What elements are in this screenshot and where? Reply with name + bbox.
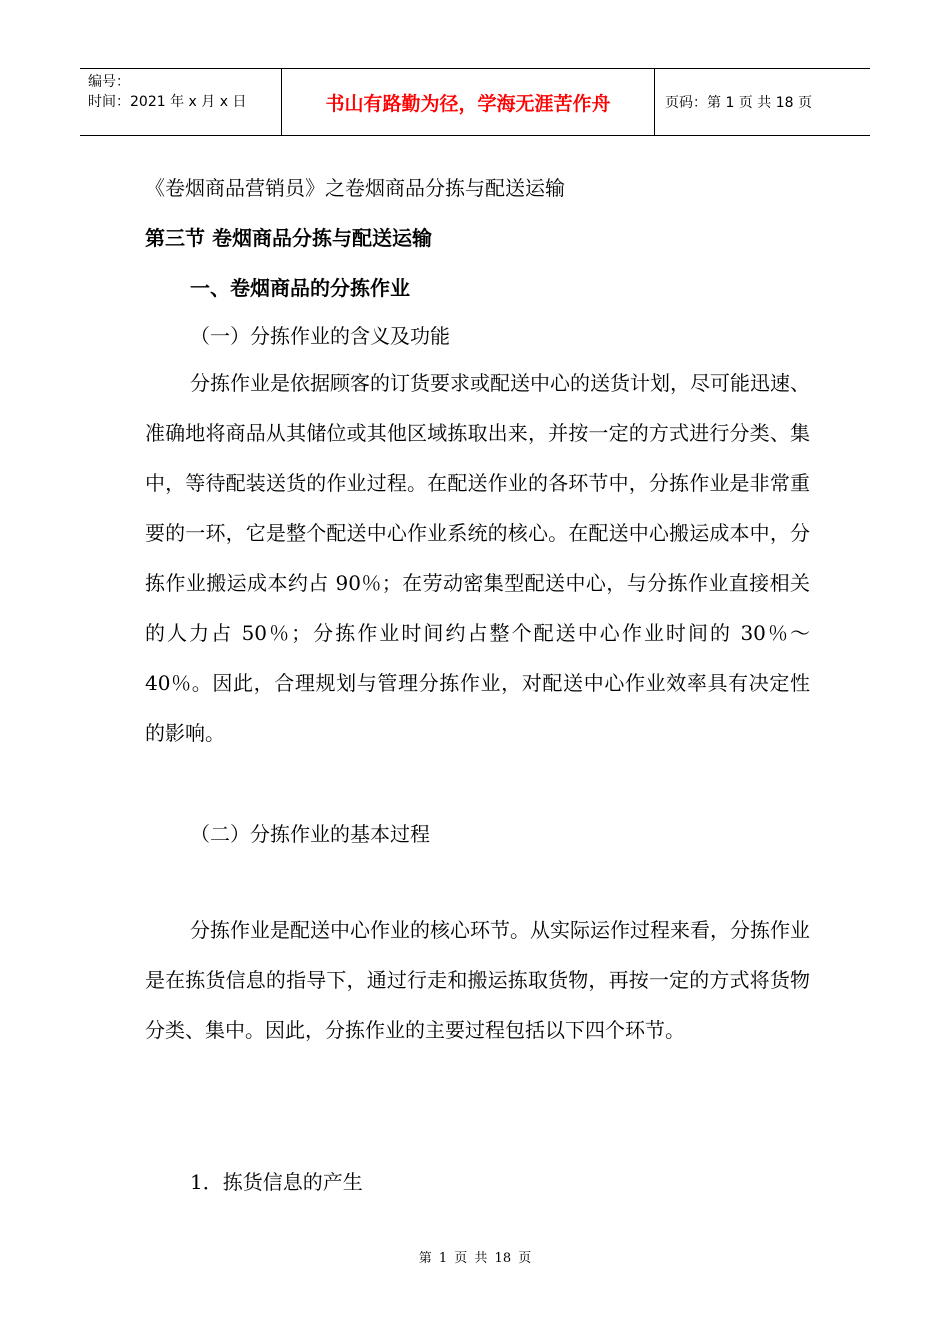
header-number-label: 编号：	[88, 74, 130, 90]
document-title: 《卷烟商品营销员》之卷烟商品分拣与配送运输	[145, 176, 565, 200]
sub1-heading: （一）分拣作业的含义及功能	[190, 324, 450, 348]
paragraph-2: 分拣作业是配送中心作业的核心环节。从实际运作过程来看，分拣作业是在拣货信息的指导下，通过行走和搬运拣取货物，再按一定的方式将货物分类、集中。因此，分拣作业的主要过程包括以下四个环节。	[145, 918, 810, 1042]
header-time-label: 时间：2021 年 x 月 x 日	[88, 94, 247, 110]
header-meta-cell	[80, 69, 282, 135]
header-motto-cell	[282, 69, 655, 135]
header-motto: 书山有路勤为径，学海无涯苦作舟	[325, 92, 611, 115]
paragraph-1: 分拣作业是依据顾客的订货要求或配送中心的送货计划，尽可能迅速、准确地将商品从其储位或其他区域拣取出来，并按一定的方式进行分类、集中，等待配装送货的作业过程。在配送作业的各环节中，分拣作业是非常重要的一环，它是整个配送中心作业系统的核心。在配送中心搬运成本中，分拣作业搬运成本约占 90％；在劳动密集型配送中心，与分拣作业直接相关的人力占 50％；分拣作业时间约占整个配送中心作业时间的 30％～40％。因此，合理规划与管理分拣作业，对配送中心作业效率具有决定性的影响。	[145, 371, 810, 745]
header-page-cell	[655, 69, 870, 135]
sub2-heading: （二）分拣作业的基本过程	[190, 822, 430, 846]
header-page-info: 页码：第 1 页 共 18 页	[665, 95, 812, 111]
section-heading: 第三节 卷烟商品分拣与配送运输	[145, 226, 432, 250]
list-item-1: 1．拣货信息的产生	[190, 1170, 363, 1194]
document-header	[80, 68, 870, 136]
subsection-heading: 一、卷烟商品的分拣作业	[190, 276, 410, 300]
page-footer: 第 1 页 共 18 页	[418, 1251, 532, 1266]
